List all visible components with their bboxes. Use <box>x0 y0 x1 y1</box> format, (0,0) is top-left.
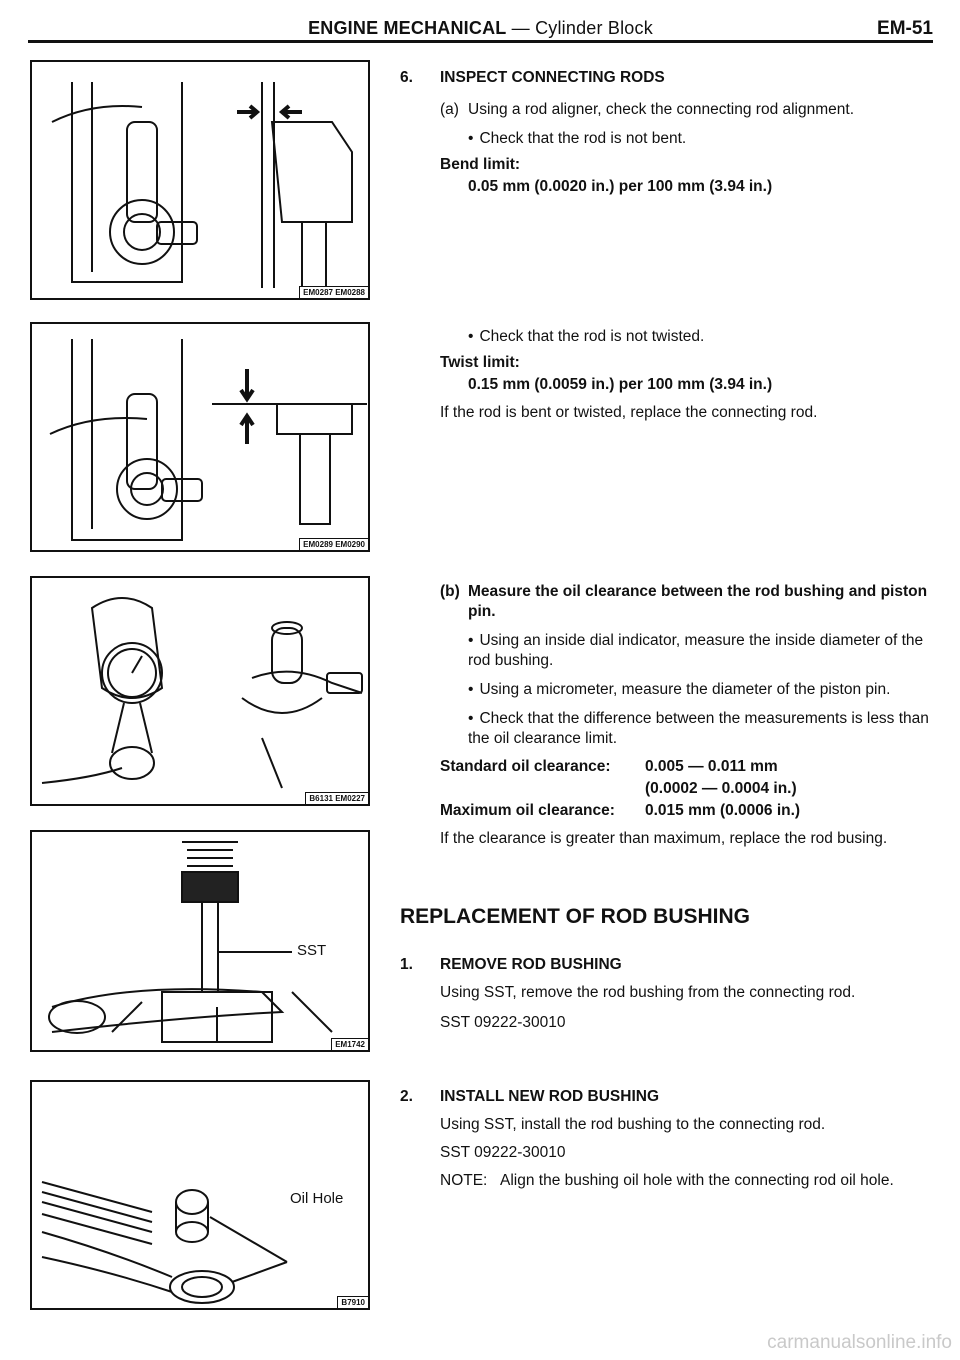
step-2-note <box>440 1171 935 1191</box>
clearance-note: If the clearance is greater than maximum, replace the rod busing. <box>440 830 888 847</box>
twist-limit-label: Twist limit: <box>440 354 520 371</box>
twist-block <box>400 327 935 423</box>
standard-clearance-value-1: 0.005 — 0.011 mm <box>645 758 778 775</box>
header-rule <box>28 40 933 43</box>
callout-oil-hole: Oil Hole <box>290 1190 344 1207</box>
standard-clearance-row-2 <box>645 779 935 799</box>
replace-note: If the rod is bent or twisted, replace the connecting rod. <box>440 404 818 421</box>
step-6-title: INSPECT CONNECTING RODS <box>440 69 665 86</box>
step-2-number: 2. <box>400 1088 413 1105</box>
step-1-number: 1. <box>400 956 413 973</box>
step-6-number: 6. <box>400 69 413 86</box>
figure-oil-hole <box>30 1080 370 1310</box>
figure-rod-aligner-bent <box>30 60 370 300</box>
step-2-text: Using SST, install the rod bushing to the connecting rod. <box>440 1116 826 1133</box>
standard-clearance-label: Standard oil clearance: <box>440 758 611 775</box>
page-header <box>28 14 933 38</box>
note-label: NOTE: <box>440 1172 488 1189</box>
bullet-difference: • Check that the difference between the measurements is less than the oil clearance limit. <box>468 709 935 749</box>
bullet-micrometer: • Using a micrometer, measure the diameter of the piston pin. <box>468 680 935 700</box>
figure-code: B6131 EM0227 <box>305 792 368 804</box>
figure-rod-aligner-twist <box>30 322 370 552</box>
bullet-dial: • Using an inside dial indicator, measure the inside diameter of the rod bushing. <box>468 631 935 671</box>
maximum-clearance-row <box>440 801 935 821</box>
step-6-block <box>400 68 935 90</box>
bend-limit-value: 0.05 mm (0.0020 in.) per 100 mm (3.94 in.) <box>468 178 773 195</box>
header-title-main: ENGINE MECHANICAL <box>308 18 507 38</box>
watermark: carmanualsonline.info <box>767 1332 952 1353</box>
callout-sst: SST <box>297 942 327 959</box>
figure-dial-micrometer <box>30 576 370 806</box>
note-text: Align the bushing oil hole with the connecting rod oil hole. <box>500 1172 894 1189</box>
header-title <box>28 18 933 39</box>
figure-code: B7910 <box>337 1296 368 1308</box>
step-6a-text: Using a rod aligner, check the connecting rod alignment. <box>468 101 855 118</box>
header-title-sub: Cylinder Block <box>535 18 653 38</box>
maximum-clearance-value: 0.015 mm (0.0006 in.) <box>645 802 801 819</box>
bullet-bent: • Check that the rod is not bent. <box>468 129 935 149</box>
twist-limit-value: 0.15 mm (0.0059 in.) per 100 mm (3.94 in.) <box>468 376 773 393</box>
standard-clearance-row <box>440 757 935 777</box>
bullet-twist: • Check that the rod is not twisted. <box>468 327 935 347</box>
step-1-block <box>400 955 935 1033</box>
step-2-sst: SST 09222-30010 <box>440 1144 566 1161</box>
bend-limit-label: Bend limit: <box>440 156 521 173</box>
step-6b-label: (b) <box>440 583 460 600</box>
step-1-title: REMOVE ROD BUSHING <box>440 956 622 973</box>
rod-aligner-twist-illustration <box>32 324 368 550</box>
step-2-block <box>400 1087 935 1191</box>
dial-micrometer-illustration <box>32 578 368 804</box>
rod-aligner-bent-illustration <box>32 62 368 298</box>
page-number: EM-51 <box>877 18 933 39</box>
sst-press-illustration <box>32 832 368 1050</box>
step-6a-label: (a) <box>440 101 459 118</box>
step-1-sst: SST 09222-30010 <box>440 1014 566 1031</box>
figure-sst-remove <box>30 830 370 1052</box>
step-6b-block <box>400 582 935 849</box>
step-2-title: INSTALL NEW ROD BUSHING <box>440 1088 660 1105</box>
maximum-clearance-label: Maximum oil clearance: <box>440 802 615 819</box>
figure-code: EM1742 <box>331 1038 368 1050</box>
figure-code: EM0287 EM0288 <box>299 286 368 298</box>
figure-code: EM0289 EM0290 <box>299 538 368 550</box>
step-6b-text: Measure the oil clearance between the rod bushing and piston pin. <box>468 583 928 620</box>
step-6a-block <box>400 100 935 197</box>
step-1-text: Using SST, remove the rod bushing from the connecting rod. <box>440 984 856 1001</box>
standard-clearance-value-2: (0.0002 — 0.0004 in.) <box>645 780 797 797</box>
header-title-sep: — <box>506 18 536 38</box>
section-title: REPLACEMENT OF ROD BUSHING <box>400 905 751 928</box>
